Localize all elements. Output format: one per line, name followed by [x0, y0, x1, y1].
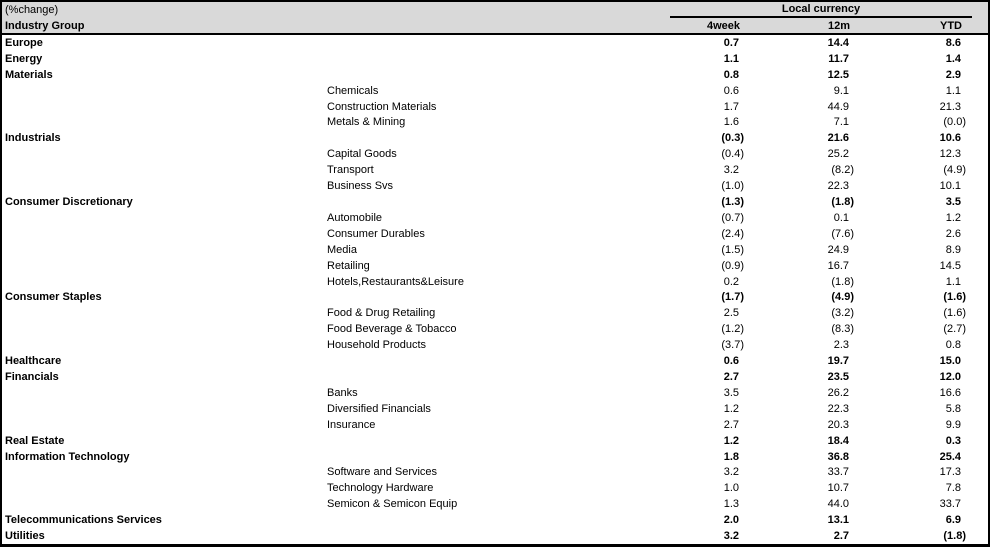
value-cell-ytd: (0.0): [943, 116, 966, 129]
value-cell-ytd: 9.9: [945, 418, 961, 431]
value-cell-ytd: 6.9: [945, 514, 961, 527]
value-cell-4week: 0.2: [723, 275, 739, 288]
value-cell-12m: 22.3: [827, 402, 849, 415]
value-cell-4week: (0.9): [721, 259, 744, 272]
industry-group-label: Consumer Discretionary: [5, 196, 133, 209]
value-cell-4week: 3.2: [723, 466, 739, 479]
value-cell-12m: (1.8): [831, 275, 854, 288]
value-cell-4week: 1.1: [723, 52, 739, 65]
value-cell-12m: 9.1: [833, 84, 849, 97]
value-cell-4week: (2.4): [721, 227, 744, 240]
table-row: [2, 226, 988, 242]
value-cell-ytd: 3.5: [945, 196, 961, 209]
sub-industry-label: Hotels,Restaurants&Leisure: [327, 275, 464, 288]
value-cell-12m: 22.3: [827, 180, 849, 193]
value-cell-ytd: 21.3: [939, 100, 961, 113]
value-cell-4week: 3.2: [723, 530, 739, 543]
value-cell-12m: 13.1: [827, 514, 849, 527]
value-cell-ytd: 17.3: [939, 466, 961, 479]
value-cell-12m: 21.6: [827, 132, 849, 145]
industry-group-label: Utilities: [5, 530, 45, 543]
value-cell-ytd: 1.1: [945, 84, 961, 97]
value-cell-ytd: 8.9: [945, 243, 961, 256]
value-cell-4week: 2.0: [723, 514, 739, 527]
table-row: [2, 464, 988, 480]
sub-industry-label: Consumer Durables: [327, 227, 425, 240]
table-row: [2, 480, 988, 496]
table-row: [2, 385, 988, 401]
value-cell-4week: 2.5: [723, 307, 739, 320]
industry-group-label: Real Estate: [5, 434, 65, 447]
value-cell-4week: (1.7): [721, 291, 744, 304]
value-cell-12m: 44.9: [827, 100, 849, 113]
industry-group-label: Healthcare: [5, 355, 62, 368]
value-cell-ytd: (1.8): [943, 530, 966, 543]
sub-industry-label: Insurance: [327, 418, 376, 431]
column-header-ytd: YTD: [940, 19, 962, 32]
value-cell-12m: 24.9: [827, 243, 849, 256]
value-cell-ytd: (2.7): [943, 323, 966, 336]
table-row: [2, 449, 988, 465]
sub-industry-label: Media: [327, 243, 357, 256]
table-row: [2, 210, 988, 226]
value-cell-4week: 2.7: [723, 418, 739, 431]
value-cell-4week: (1.3): [721, 196, 744, 209]
value-cell-ytd: 2.6: [945, 227, 961, 240]
industry-group-label: Information Technology: [5, 450, 130, 463]
table-row: [2, 290, 988, 306]
value-cell-12m: 16.7: [827, 259, 849, 272]
value-cell-ytd: 33.7: [939, 498, 961, 511]
value-cell-4week: (0.3): [721, 132, 744, 145]
sub-industry-label: Diversified Financials: [327, 402, 431, 415]
column-header-4week: 4week: [706, 19, 740, 32]
header-row-group: [2, 2, 988, 18]
value-cell-4week: (1.0): [721, 180, 744, 193]
table-row: [2, 401, 988, 417]
value-cell-12m: 12.5: [827, 68, 849, 81]
table-row: [2, 353, 988, 369]
value-cell-12m: 10.7: [827, 482, 849, 495]
table-row: [2, 528, 988, 544]
value-cell-4week: 1.3: [723, 498, 739, 511]
table-row: [2, 178, 988, 194]
local-currency-header: Local currency: [670, 2, 972, 18]
value-cell-ytd: (1.6): [943, 291, 966, 304]
value-cell-4week: (0.4): [721, 148, 744, 161]
sub-industry-label: Household Products: [327, 339, 427, 352]
table-row: [2, 67, 988, 83]
table-row: [2, 274, 988, 290]
value-cell-ytd: 10.1: [939, 180, 961, 193]
value-cell-ytd: (1.6): [943, 307, 966, 320]
value-cell-ytd: 7.8: [945, 482, 961, 495]
value-cell-ytd: 16.6: [939, 386, 961, 399]
value-cell-ytd: 12.3: [939, 148, 961, 161]
value-cell-4week: (0.7): [721, 211, 744, 224]
value-cell-4week: (1.5): [721, 243, 744, 256]
industry-group-label: Consumer Staples: [5, 291, 102, 304]
table-row: [2, 369, 988, 385]
value-cell-4week: 1.0: [723, 482, 739, 495]
table-row: [2, 51, 988, 67]
value-cell-4week: 1.2: [723, 434, 739, 447]
table-row: [2, 496, 988, 512]
industry-group-label: Energy: [5, 52, 43, 65]
column-header-12m: 12m: [827, 19, 850, 32]
value-cell-ytd: 15.0: [939, 355, 961, 368]
sub-industry-label: Technology Hardware: [327, 482, 434, 495]
table-row: [2, 417, 988, 433]
value-cell-ytd: 1.4: [945, 52, 961, 65]
sub-industry-label: Semicon & Semicon Equip: [327, 498, 458, 511]
sub-industry-label: Banks: [327, 386, 358, 399]
table-row: [2, 99, 988, 115]
sub-industry-label: Chemicals: [327, 84, 379, 97]
value-cell-ytd: 1.2: [945, 211, 961, 224]
value-cell-12m: 11.7: [828, 52, 849, 65]
value-cell-12m: (8.2): [831, 164, 854, 177]
table-row: [2, 305, 988, 321]
value-cell-12m: 20.3: [827, 418, 849, 431]
value-cell-12m: (7.6): [831, 227, 854, 240]
percent-change-label: (%change): [5, 4, 59, 16]
value-cell-4week: (1.2): [721, 323, 744, 336]
industry-group-label: Materials: [5, 68, 53, 81]
value-cell-12m: 23.5: [827, 370, 849, 383]
value-cell-ytd: 0.3: [945, 434, 961, 447]
value-cell-ytd: 25.4: [939, 450, 961, 463]
value-cell-12m: 2.3: [833, 339, 849, 352]
value-cell-12m: 25.2: [827, 148, 849, 161]
sub-industry-label: Retailing: [327, 259, 370, 272]
value-cell-12m: 19.7: [827, 355, 849, 368]
value-cell-ytd: 8.6: [945, 36, 961, 49]
value-cell-12m: 14.4: [827, 36, 849, 49]
sub-industry-label: Food Beverage & Tobacco: [327, 323, 457, 336]
value-cell-12m: (1.8): [831, 196, 854, 209]
table-body: [2, 35, 988, 544]
value-cell-4week: 0.7: [723, 36, 739, 49]
value-cell-ytd: 14.5: [939, 259, 961, 272]
value-cell-4week: 1.2: [723, 402, 739, 415]
industry-group-label: Financials: [5, 370, 59, 383]
value-cell-12m: 36.8: [827, 450, 849, 463]
value-cell-ytd: (4.9): [943, 164, 966, 177]
table-row: [2, 146, 988, 162]
value-cell-12m: 2.7: [833, 530, 849, 543]
table-row: [2, 162, 988, 178]
industry-group-label: Telecommunications Services: [5, 514, 162, 527]
sub-industry-label: Software and Services: [327, 466, 438, 479]
value-cell-4week: 0.6: [723, 355, 739, 368]
value-cell-4week: (3.7): [721, 339, 744, 352]
sub-industry-label: Construction Materials: [327, 100, 437, 113]
value-cell-12m: 18.4: [827, 434, 849, 447]
table-row: [2, 512, 988, 528]
value-cell-ytd: 1.1: [945, 275, 961, 288]
value-cell-12m: (4.9): [831, 291, 854, 304]
value-cell-ytd: 0.8: [945, 339, 961, 352]
value-cell-4week: 1.6: [723, 116, 739, 129]
value-cell-12m: 33.7: [827, 466, 849, 479]
value-cell-12m: (3.2): [831, 307, 854, 320]
table-header: [2, 2, 988, 35]
industry-group-label: Industrials: [5, 132, 61, 145]
sub-industry-label: Business Svs: [327, 180, 394, 193]
value-cell-ytd: 2.9: [945, 68, 961, 81]
table-row: [2, 433, 988, 449]
sub-industry-label: Transport: [327, 164, 374, 177]
value-cell-ytd: 5.8: [945, 402, 961, 415]
value-cell-12m: 7.1: [833, 116, 849, 129]
value-cell-4week: 1.8: [723, 450, 739, 463]
sub-industry-label: Capital Goods: [327, 148, 397, 161]
table-row: [2, 337, 988, 353]
value-cell-ytd: 12.0: [939, 370, 961, 383]
sub-industry-label: Automobile: [327, 211, 383, 224]
value-cell-4week: 0.6: [723, 84, 739, 97]
value-cell-4week: 0.8: [723, 68, 739, 81]
header-row-columns: [2, 18, 988, 35]
value-cell-4week: 2.7: [723, 370, 739, 383]
table-row: [2, 194, 988, 210]
industry-group-header: Industry Group: [5, 19, 85, 32]
table-row: [2, 242, 988, 258]
value-cell-4week: 3.5: [723, 386, 739, 399]
table-row: [2, 83, 988, 99]
table-row: [2, 130, 988, 146]
value-cell-12m: 0.1: [833, 211, 849, 224]
value-cell-12m: 26.2: [827, 386, 849, 399]
value-cell-12m: 44.0: [827, 498, 849, 511]
value-cell-4week: 1.7: [723, 100, 739, 113]
table-row: [2, 258, 988, 274]
sub-industry-label: Metals & Mining: [327, 116, 406, 129]
value-cell-12m: (8.3): [831, 323, 854, 336]
table-row: [2, 321, 988, 337]
sub-industry-label: Food & Drug Retailing: [327, 307, 436, 320]
table-row: [2, 35, 988, 51]
table-row: [2, 115, 988, 131]
industry-group-label: Europe: [5, 36, 43, 49]
value-cell-ytd: 10.6: [939, 132, 961, 145]
value-cell-4week: 3.2: [723, 164, 739, 177]
